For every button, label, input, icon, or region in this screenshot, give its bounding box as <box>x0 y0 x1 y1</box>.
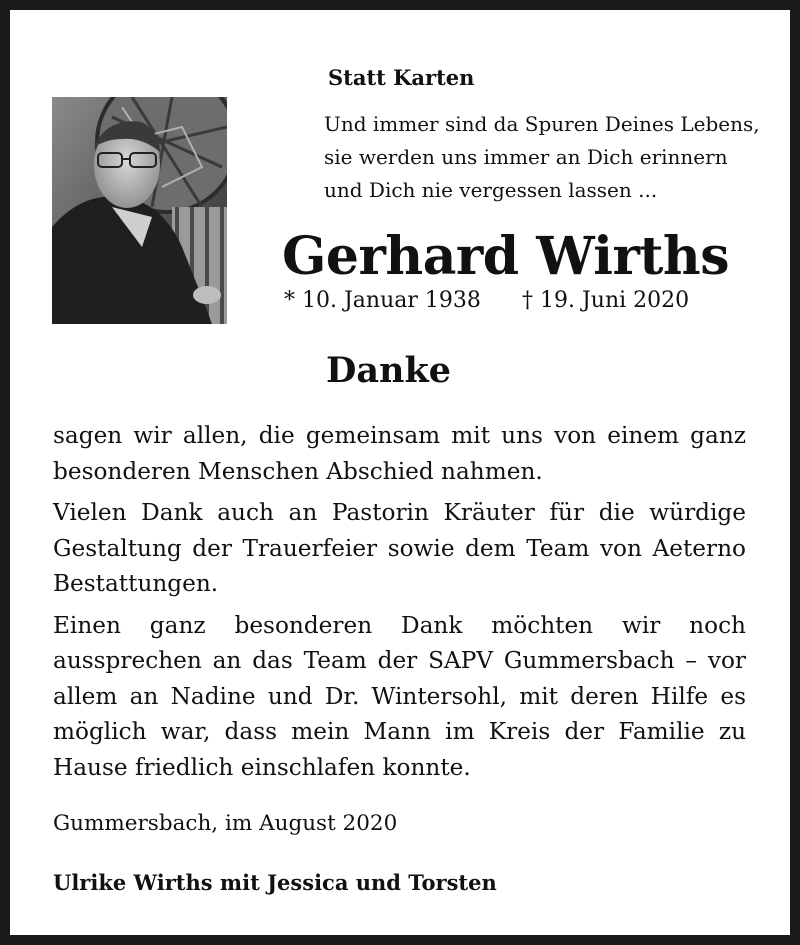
thanks-paragraph: sagen wir allen, die gemeinsam mit uns von einem ganz besonderen Menschen Abschied nahmen. <box>53 422 746 485</box>
thanks-body <box>53 418 746 791</box>
birth-date: * 10. Januar 1938 <box>284 288 481 313</box>
thanks-heading: Danke <box>326 350 451 391</box>
verse <box>324 108 760 207</box>
verse-line: und Dich nie vergessen lassen ... <box>324 178 658 202</box>
thanks-paragraph: Vielen Dank auch an Pastorin Kräuter für die würdige Gestaltung der Trauerfeier sowie dem Team von Aeterno Bestattungen. <box>53 499 746 597</box>
verse-line: Und immer sind da Spuren Deines Lebens, <box>324 112 760 136</box>
death-date: † 19. Juni 2020 <box>522 288 690 313</box>
deceased-name: Gerhard Wirths <box>282 226 729 287</box>
portrait-photo <box>52 97 227 324</box>
statt-karten-label: Statt Karten <box>328 65 475 90</box>
verse-line: sie werden uns immer an Dich erinnern <box>324 145 728 169</box>
place-date: Gummersbach, im August 2020 <box>53 811 398 836</box>
obituary-card <box>10 10 790 935</box>
signature: Ulrike Wirths mit Jessica und Torsten <box>53 870 497 895</box>
thanks-paragraph: Einen ganz besonderen Dank möchten wir noch aussprechen an das Team der SAPV Gummersbach – vor allem an Nadine und Dr. Wintersohl, mit deren Hilfe es möglich war, dass mein Mann im Kreis der Familie zu Hause friedlich einschlafen konnte. <box>53 611 746 781</box>
